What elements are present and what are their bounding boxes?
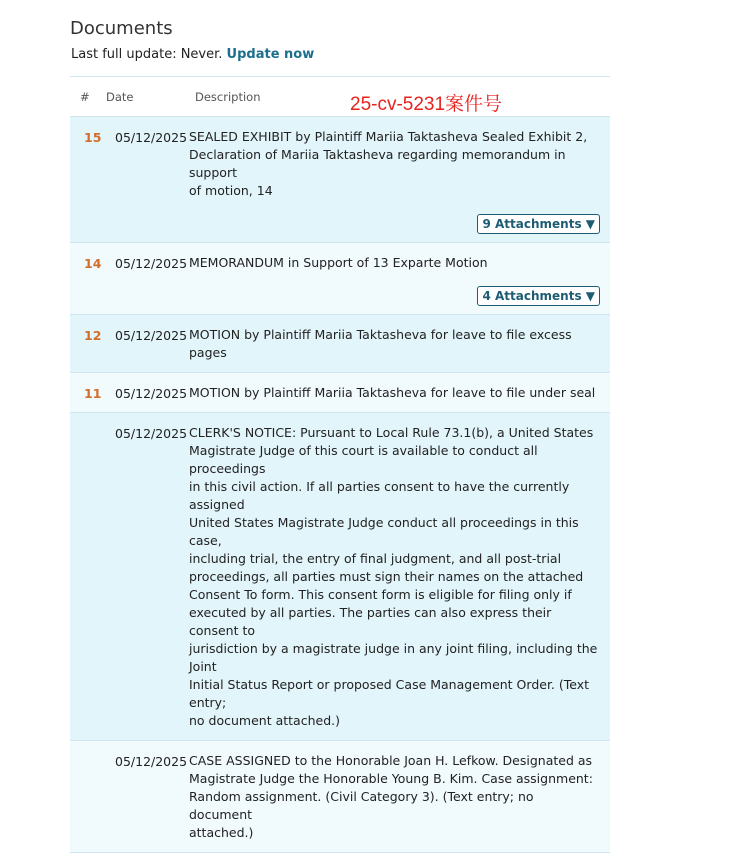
docket-table bbox=[70, 76, 610, 853]
table-row bbox=[70, 315, 610, 373]
table-row bbox=[70, 741, 610, 853]
entry-description: MEMORANDUM in Support of 13 Exparte Motion bbox=[189, 255, 488, 270]
last-update-line bbox=[71, 47, 314, 62]
entry-description: MOTION by Plaintiff Mariia Taktasheva for leave to file under seal bbox=[189, 385, 596, 400]
header-description: Description bbox=[195, 90, 261, 104]
entry-date: 05/12/2025 bbox=[115, 754, 188, 769]
entry-number[interactable]: 15 bbox=[84, 130, 102, 145]
entry-number[interactable]: 11 bbox=[84, 386, 102, 401]
entry-date: 05/12/2025 bbox=[115, 130, 188, 145]
entry-number[interactable]: 12 bbox=[84, 328, 102, 343]
entry-date: 05/12/2025 bbox=[115, 256, 188, 271]
entry-date: 05/12/2025 bbox=[115, 386, 188, 401]
attachments-button[interactable]: 4 Attachments ▼ bbox=[477, 286, 600, 306]
header-number: # bbox=[80, 90, 90, 104]
table-header bbox=[70, 77, 610, 117]
table-row bbox=[70, 373, 610, 413]
entry-number[interactable]: 14 bbox=[84, 256, 102, 271]
header-date: Date bbox=[106, 90, 134, 104]
entry-description: CASE ASSIGNED to the Honorable Joan H. Lefkow. Designated as Magistrate Judge the Honorable Young B. Kim. Case assignment: Random assignment. (Civil Category 3). (Text entry; no document attached.) bbox=[189, 753, 593, 840]
table-row bbox=[70, 117, 610, 243]
update-now-link[interactable]: Update now bbox=[226, 47, 315, 62]
entry-date: 05/12/2025 bbox=[115, 328, 188, 343]
table-row bbox=[70, 243, 610, 315]
case-number-annotation: 25-cv-5231案件号 bbox=[350, 94, 503, 115]
entry-description: CLERK'S NOTICE: Pursuant to Local Rule 73.1(b), a United States Magistrate Judge of this court is available to conduct all proceedings in this civil action. If all parties consent to have the currently assigned United States Magistrate Judge conduct all proceedings in this case, including trial, the entry of final judgment, and all post-trial proceedings, all parties must sign their names on the attached Consent To form. This consent form is eligible for filing only if executed by all parties. The parties can also express their consent to jurisdiction by a magistrate judge in any joint filing, including the Joint Initial Status Report or proposed Case Management Order. (Text entry; no document attached.) bbox=[189, 425, 598, 728]
entry-description: SEALED EXHIBIT by Plaintiff Mariia Taktasheva Sealed Exhibit 2, Declaration of Mariia Taktasheva regarding memorandum in support of motion, 14 bbox=[189, 129, 588, 198]
table-row bbox=[70, 413, 610, 741]
entry-date: 05/12/2025 bbox=[115, 426, 188, 441]
last-update-text: Last full update: Never. bbox=[71, 47, 223, 62]
attachments-button[interactable]: 9 Attachments ▼ bbox=[477, 214, 600, 234]
page-title: Documents bbox=[70, 18, 173, 40]
entry-description: MOTION by Plaintiff Mariia Taktasheva for leave to file excess pages bbox=[189, 327, 572, 360]
